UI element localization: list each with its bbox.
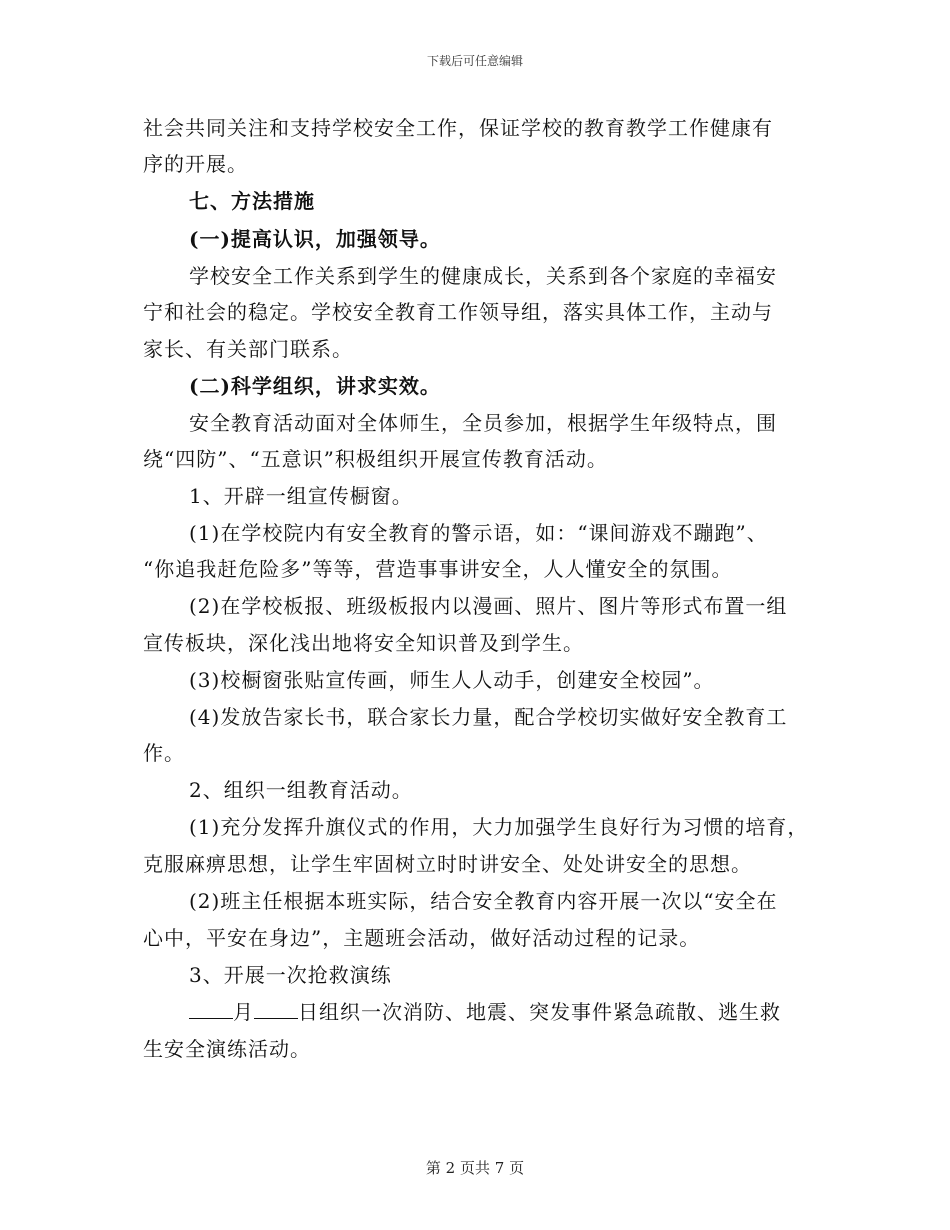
list-item-continued: 作。: [143, 741, 185, 765]
list-item: (2)班主任根据本班实际，结合安全教育内容开展一次以“安全在: [189, 889, 778, 913]
subsection-heading: (一)提高认识，加强领导。: [189, 227, 441, 251]
subsection-heading: (二)科学组织，讲求实效。: [189, 374, 441, 398]
section-heading: 七、方法措施: [189, 189, 315, 213]
page-number: 第 2 页共 7 页: [425, 1159, 525, 1177]
paragraph-line: 宁和社会的稳定。学校安全教育工作领导组，落实具体工作，主动与: [143, 300, 773, 324]
paragraph-line: 家长、有关部门联系。: [143, 337, 353, 361]
list-item-continued: 克服麻痹思想，让学生牢固树立时时讲安全、处处讲安全的思想。: [143, 852, 752, 876]
list-item-continued: 心中，平安在身边”，主题班会活动，做好活动过程的记录。: [143, 926, 701, 950]
page-header: 下载后可任意编辑: [426, 54, 523, 68]
list-heading: 1、开辟一组宣传橱窗。: [189, 484, 413, 508]
list-heading: 2、组织一组教育活动。: [189, 778, 413, 802]
day-blank: [254, 1000, 298, 1019]
list-item: (3)校橱窗张贴宣传画，师生人人动手，创建安全校园”。: [189, 668, 715, 692]
paragraph-line: 生安全演练活动。: [143, 1037, 311, 1061]
drill-date-line: [189, 1000, 781, 1024]
paragraph-line: 社会共同关注和支持学校安全工作，保证学校的教育教学工作健康有: [143, 116, 773, 140]
list-item-continued: “你追我赶危险多”等等，营造事事讲安全，人人懂安全的氛围。: [143, 557, 733, 581]
paragraph-line: 安全教育活动面对全体师生，全员参加，根据学生年级特点，围: [189, 411, 777, 435]
list-item: (2)在学校板报、班级板报内以漫画、照片、图片等形式布置一组: [189, 594, 788, 618]
month-label: 月: [233, 1000, 254, 1024]
paragraph-line: 绕“四防”、“五意识”积极组织开展宣传教育活动。: [143, 447, 608, 471]
paragraph-line: 学校安全工作关系到学生的健康成长，关系到各个家庭的幸福安: [189, 264, 777, 288]
paragraph-line: 序的开展。: [143, 152, 248, 176]
drill-text: 日组织一次消防、地震、突发事件紧急疏散、逃生救: [298, 1000, 781, 1024]
list-item-continued: 宣传板块，深化浅出地将安全知识普及到学生。: [143, 631, 584, 655]
list-item: (4)发放告家长书，联合家长力量，配合学校切实做好安全教育工: [189, 705, 788, 729]
list-item: (1)在学校院内有安全教育的警示语，如：“课间游戏不蹦跑”、: [189, 521, 768, 545]
list-heading: 3、开展一次抢救演练: [189, 963, 392, 987]
list-item: (1)充分发挥升旗仪式的作用，大力加强学生良好行为习惯的培育，: [189, 815, 809, 839]
month-blank: [189, 1000, 233, 1019]
